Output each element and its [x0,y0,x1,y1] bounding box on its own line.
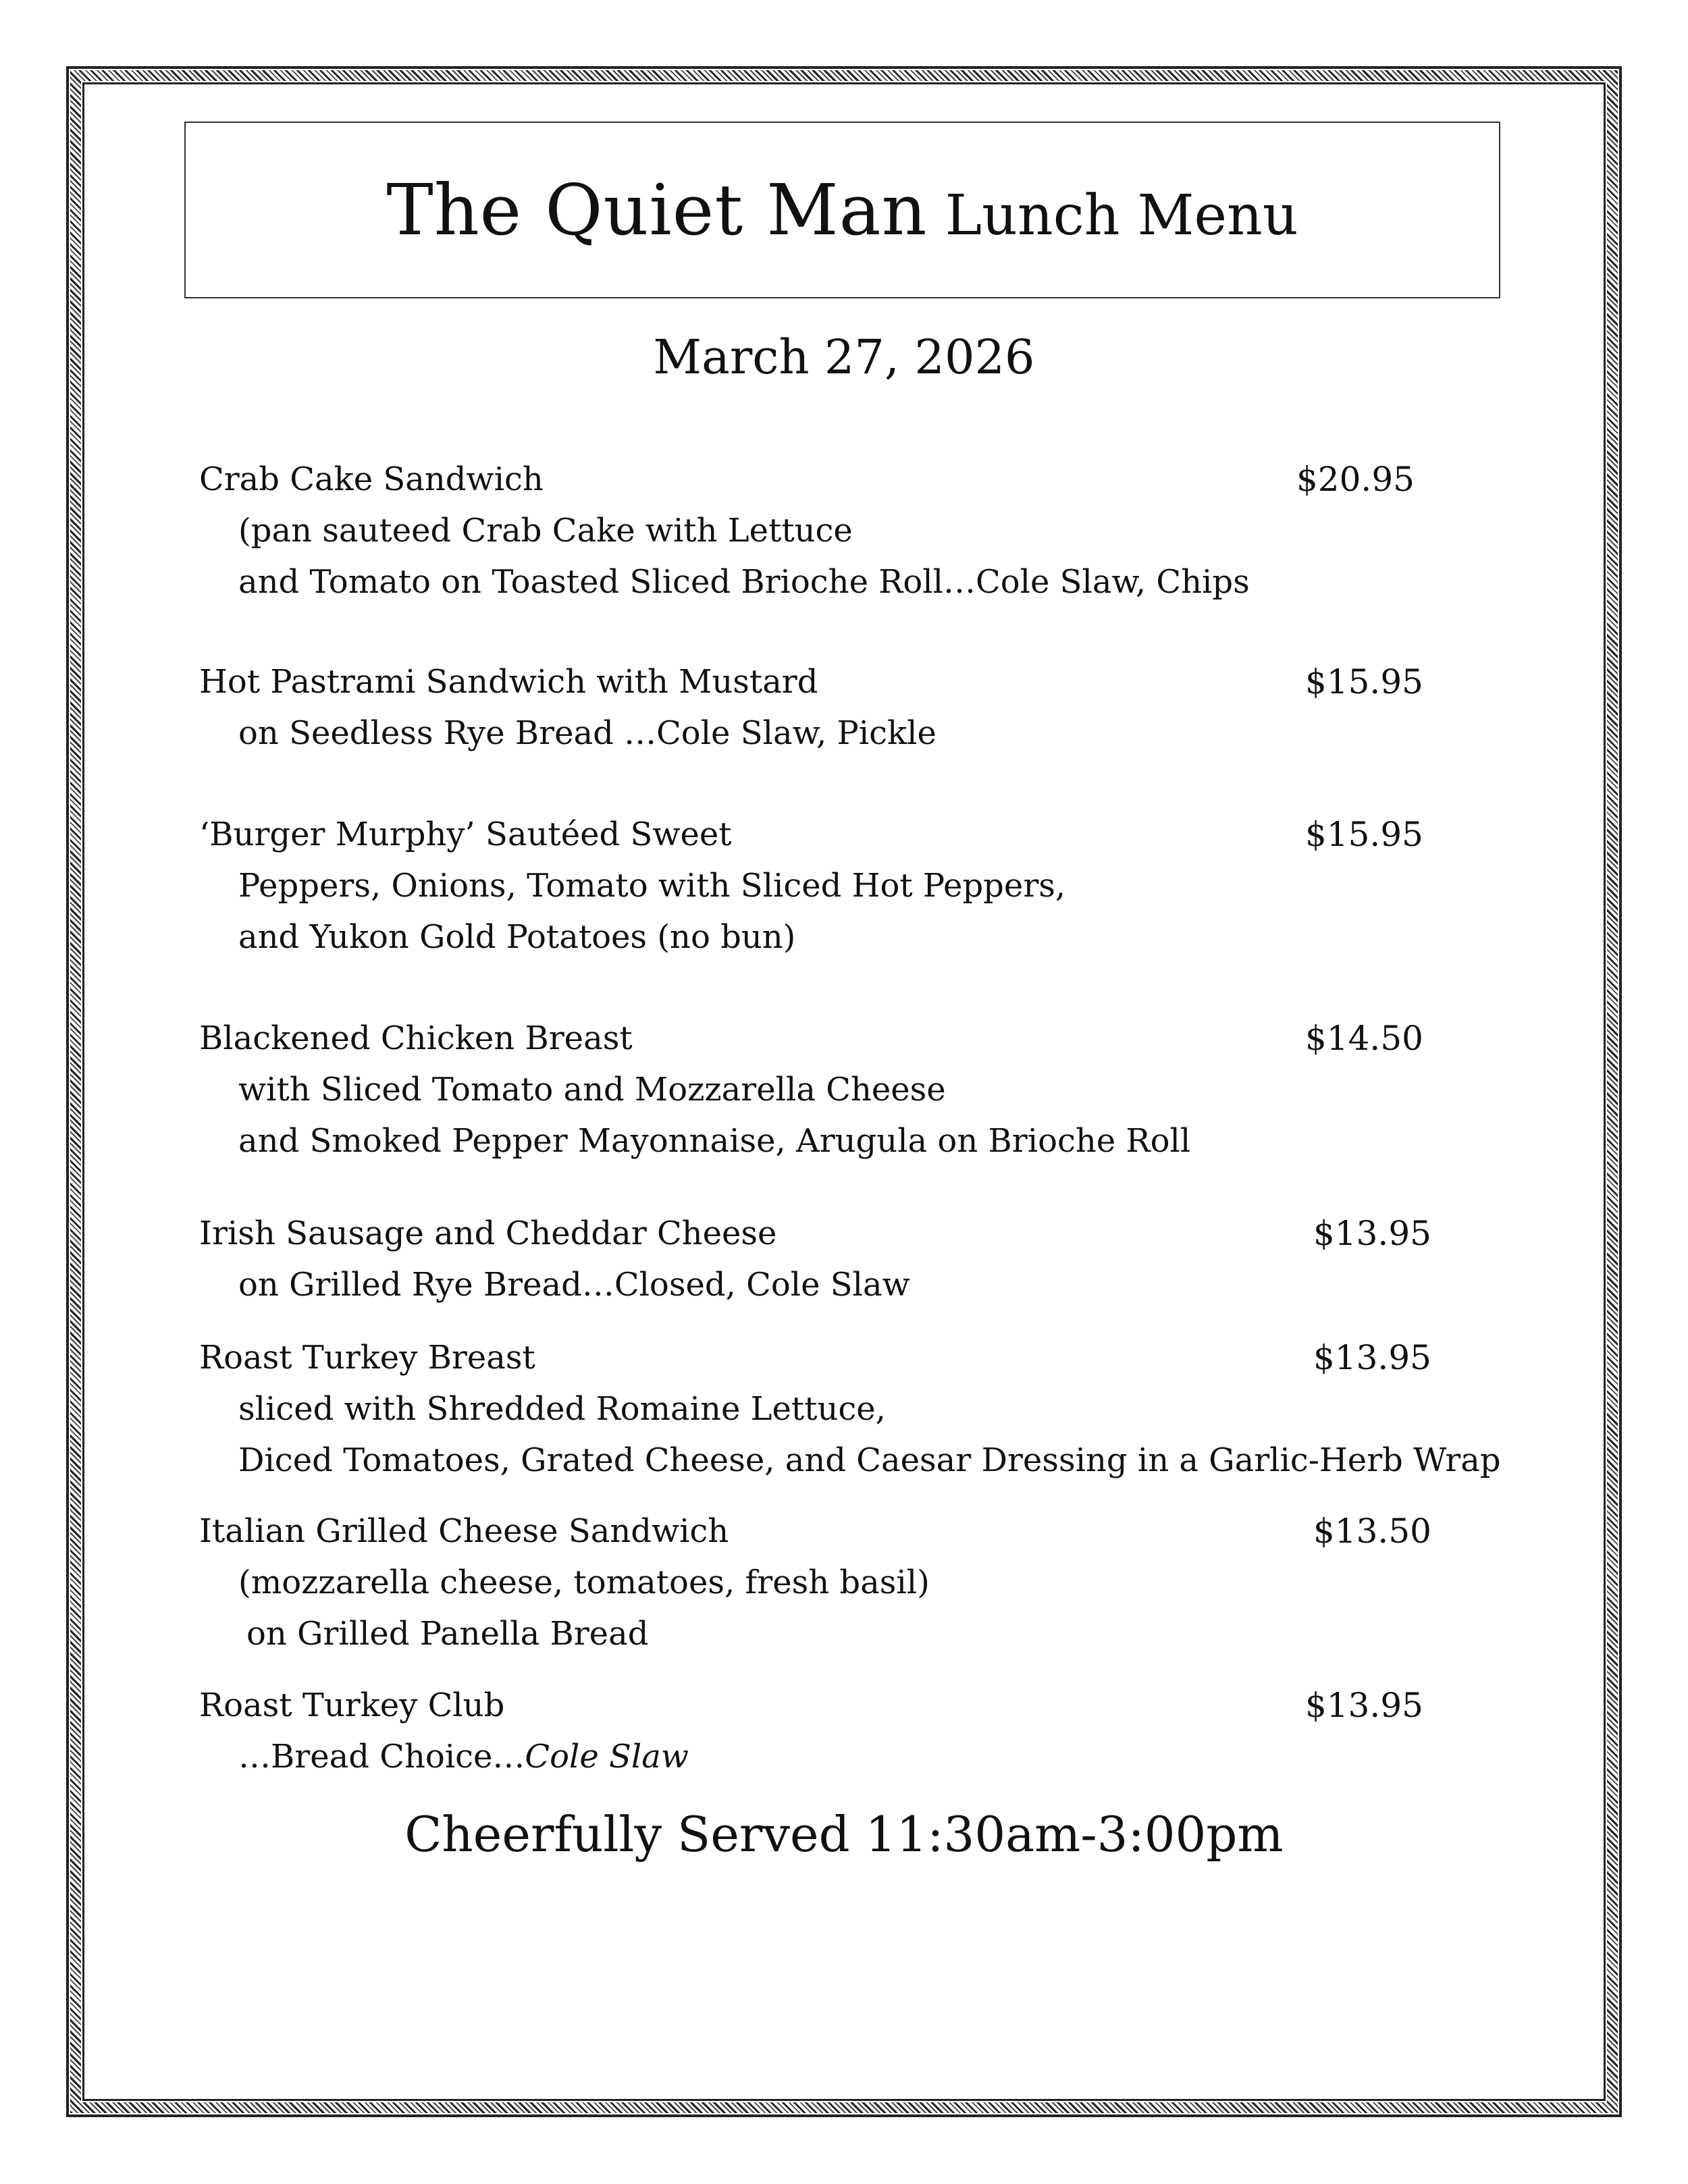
item-description: and Tomato on Toasted Sliced Brioche Roll…Cole Slaw, Chips [238,563,1250,601]
menu-item-italian-grilled-cheese [199,1506,1482,1659]
service-hours: Cheerfully Served 11:30am-3:00pm [404,1806,1284,1863]
restaurant-name: The Quiet Man [386,169,928,251]
item-description: Peppers, Onions, Tomato with Sliced Hot Peppers, [238,867,1066,905]
menu-item-roast-turkey-breast [199,1332,1501,1486]
menu-title [386,169,1298,251]
menu-type: Lunch Menu [945,184,1298,248]
item-description [199,1731,1482,1782]
menu-item-crab-cake [199,454,1482,608]
item-description: Diced Tomatoes, Grated Cheese, and Caesar Dressing in a Garlic-Herb Wrap [238,1441,1501,1479]
item-name: Hot Pastrami Sandwich with Mustard [199,663,818,701]
title-box [184,122,1500,298]
item-price: $20.95 [1296,460,1415,499]
item-description-prefix: …Bread Choice… [238,1738,525,1776]
item-price: $15.95 [1305,815,1423,854]
menu-date: March 27, 2026 [653,329,1035,385]
item-description: on Grilled Rye Bread…Closed, Cole Slaw [238,1266,910,1304]
item-price: $13.95 [1313,1338,1431,1377]
item-name: Roast Turkey Breast [199,1339,535,1377]
item-price: $13.95 [1313,1214,1431,1253]
item-name: Crab Cake Sandwich [199,460,544,498]
item-description: (pan sauteed Crab Cake with Lettuce [238,512,853,550]
menu-item-roast-turkey-club [199,1680,1482,1782]
item-description: sliced with Shredded Romaine Lettuce, [238,1390,886,1428]
item-description: on Seedless Rye Bread …Cole Slaw, Pickle [238,714,937,752]
item-description: (mozzarella cheese, tomatoes, fresh basil) [238,1564,930,1601]
item-description: with Sliced Tomato and Mozzarella Cheese [238,1071,946,1109]
item-price: $13.50 [1313,1512,1431,1551]
menu-item-burger-murphy [199,809,1482,963]
menu-item-blackened-chicken [199,1013,1482,1167]
item-name: Blackened Chicken Breast [199,1019,633,1057]
item-description: and Yukon Gold Potatoes (no bun) [238,918,796,956]
item-description: and Smoked Pepper Mayonnaise, Arugula on Brioche Roll [238,1122,1191,1160]
item-name: Italian Grilled Cheese Sandwich [199,1512,729,1550]
menu-item-irish-sausage [199,1208,1482,1310]
item-name: Roast Turkey Club [199,1686,505,1724]
item-description-italic: Cole Slaw [525,1738,689,1776]
item-description: on Grilled Panella Bread [246,1615,649,1653]
item-price: $14.50 [1305,1019,1423,1058]
item-name: Irish Sausage and Cheddar Cheese [199,1215,777,1252]
menu-item-hot-pastrami [199,656,1482,759]
item-price: $15.95 [1305,662,1423,701]
item-price: $13.95 [1305,1686,1423,1725]
item-name: ‘Burger Murphy’ Sautéed Sweet [199,816,732,853]
